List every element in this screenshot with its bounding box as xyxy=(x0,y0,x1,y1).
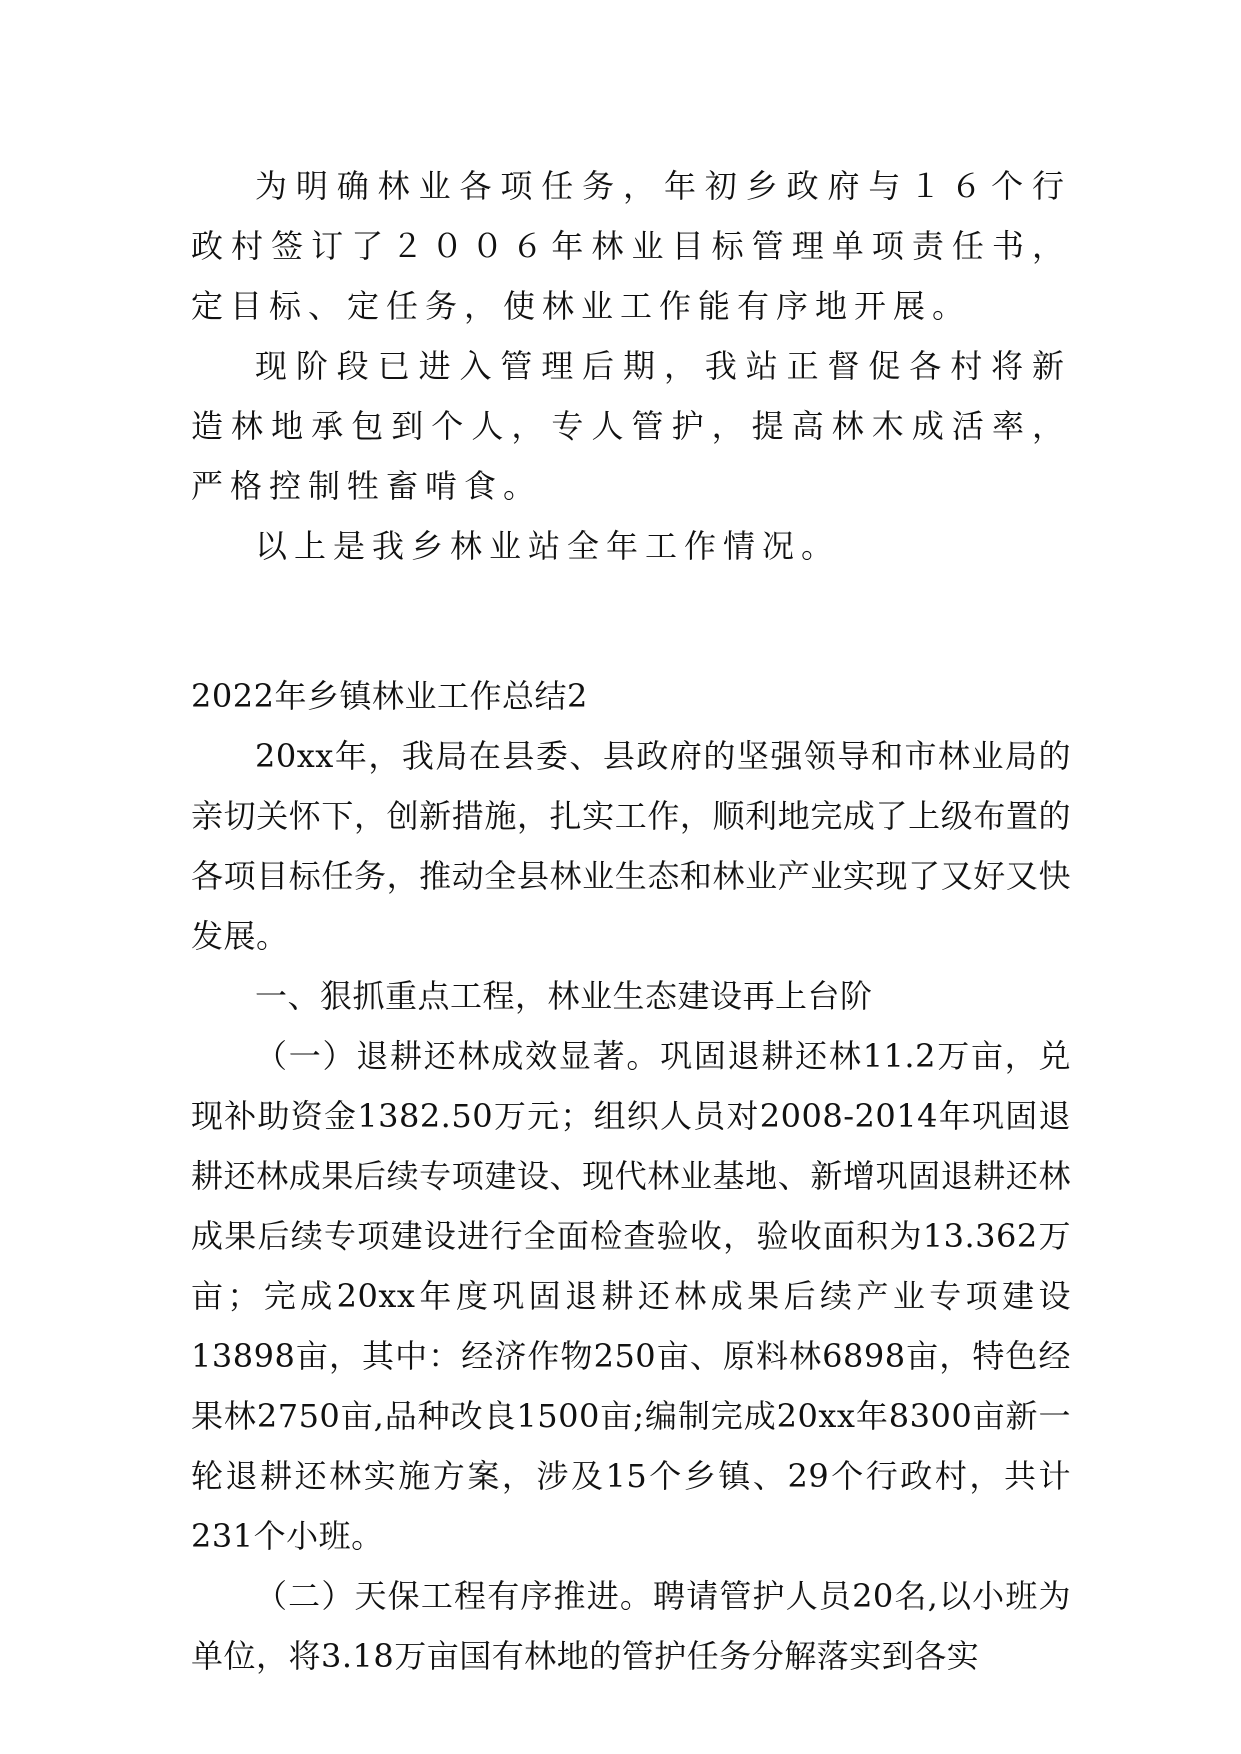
paragraph-reforestation: （一）退耕还林成效显著。巩固退耕还林11.2万亩，兑现补助资金1382.50万元；组织人员对2008-2014年巩固退耕还林成果后续专项建设、现代林业基地、新增巩固退耕还林成果后续专项建设进行全面检查验收，验收面积为13.362万亩；完成20xx年度巩固退耕还林成果后续产业专项建设13898亩，其中：经济作物250亩、原料林6898亩，特色经果林2750亩,品种改良1500亩;编制完成20xx年8300亩新一轮退耕还林实施方案，涉及15个乡镇、29个行政村，共计231个小班。 xyxy=(191,1037,1071,1555)
paragraph-summary-close: 以上是我乡林业站全年工作情况。 xyxy=(255,527,841,565)
paragraph-management-stage: 现阶段已进入管理后期，我站正督促各村将新造林地承包到个人，专人管护，提高林木成活率，严格控制牲畜啃食。 xyxy=(191,347,1071,505)
paragraph-intro: 20xx年，我局在县委、县政府的坚强领导和市林业局的亲切关怀下，创新措施，扎实工作，顺利地完成了上级布置的各项目标任务，推动全县林业生态和林业产业实现了又好又快发展。 xyxy=(191,737,1071,955)
paragraph-heading-one: 一、狠抓重点工程，林业生态建设再上台阶 xyxy=(255,977,873,1015)
section-spacer xyxy=(191,576,1071,666)
paragraph-forest-protection: （二）天保工程有序推进。聘请管护人员20名,以小班为单位，将3.18万亩国有林地的管护任务分解落实到各实 xyxy=(191,1577,1071,1675)
document-body xyxy=(191,156,1071,1686)
section-title: 2022年乡镇林业工作总结2 xyxy=(191,677,588,715)
paragraph-target-responsibility: 为明确林业各项任务，年初乡政府与１６个行政村签订了２００６年林业目标管理单项责任书，定目标、定任务，使林业工作能有序地开展。 xyxy=(191,167,1071,325)
